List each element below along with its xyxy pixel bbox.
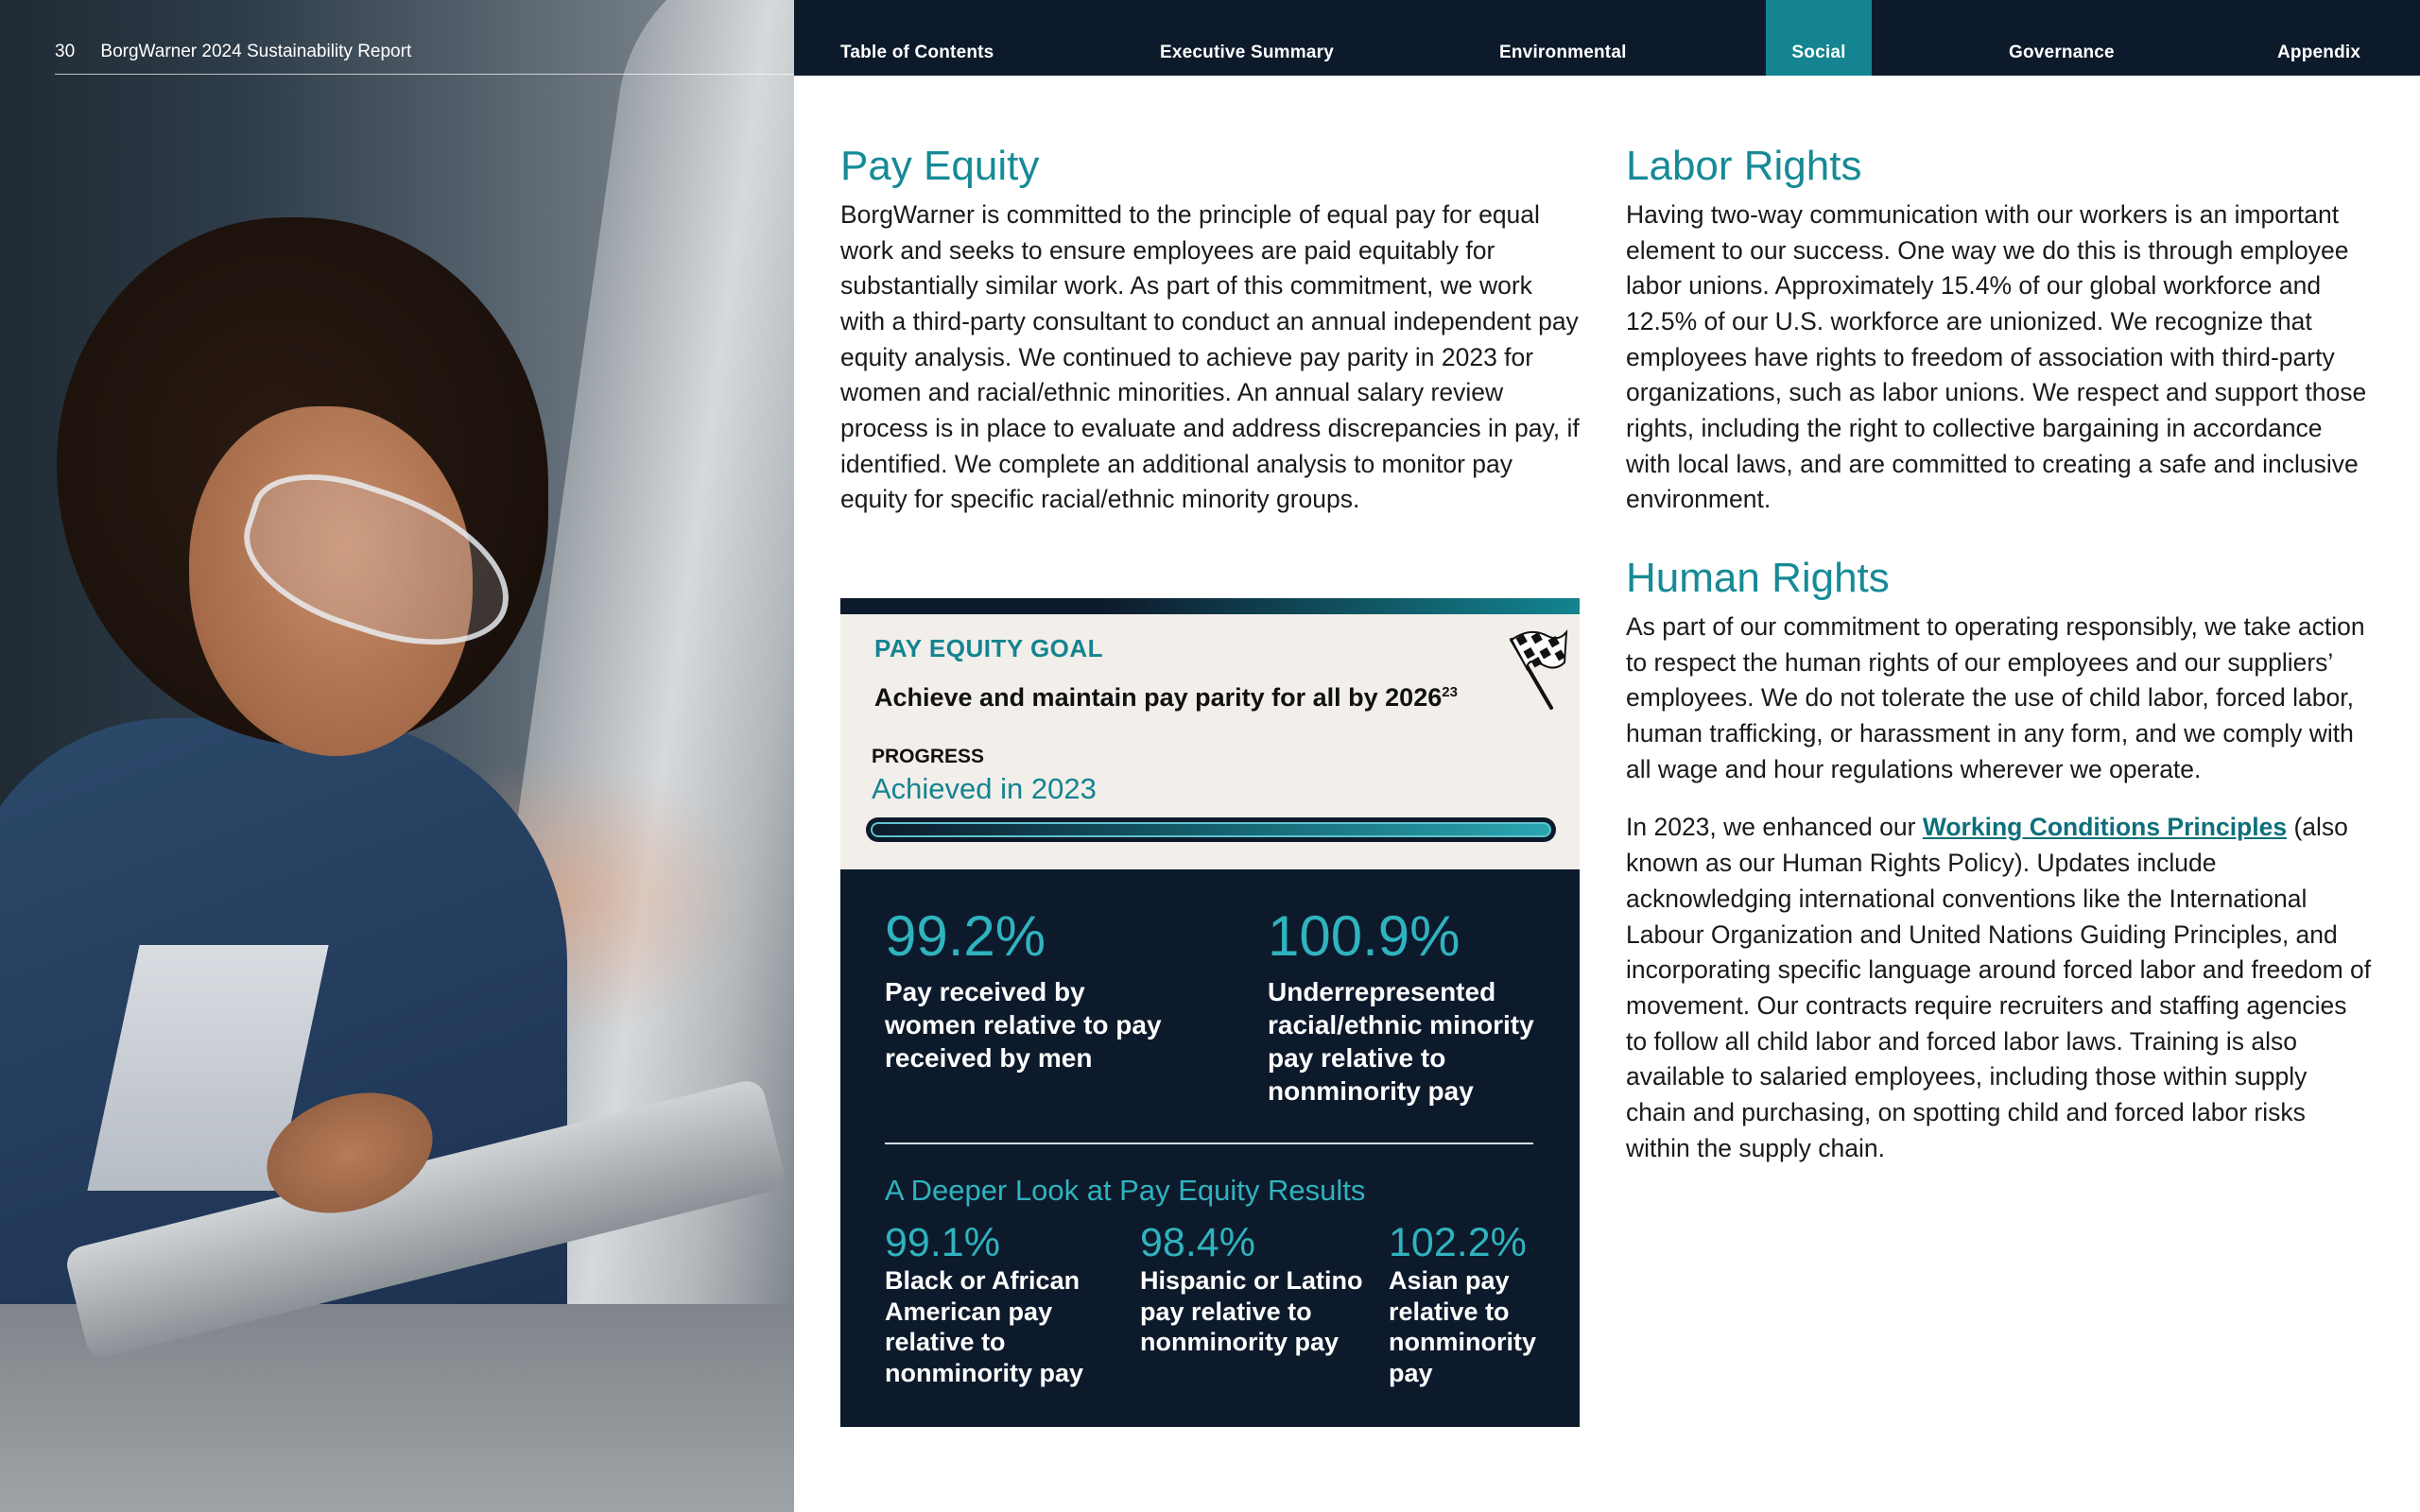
stat-description: Underrepresented racial/ethnic minority pay relative to nonminority pay [1268,977,1534,1106]
stat-description: Black or African American pay relative to nonminority pay [885,1266,1084,1387]
progress-value: Achieved in 2023 [872,772,1097,805]
stat-value: 100.9% [1268,904,1461,968]
stat-value: 99.1% [885,1220,1000,1265]
stat-asian [1389,1221,1554,1388]
stat-description: Pay received by women relative to pay received by men [885,977,1162,1073]
nav-environmental[interactable]: Environmental [1499,43,1627,62]
hero-photo [0,0,794,1512]
top-navigation [794,0,2420,76]
running-head [55,42,411,62]
pay-equity-goal-box [840,598,1580,869]
nav-executive-summary[interactable]: Executive Summary [1160,43,1334,62]
goal-title: PAY EQUITY GOAL [874,634,1104,662]
stat-description: Hispanic or Latino pay relative to nonminority pay [1140,1266,1363,1357]
nav-social[interactable]: Social [1766,0,1872,76]
labor-rights-body: Having two-way communication with our workers is an important element to our success. One way we do this is through employee labor unions. Approximately 15.4% of our global workforce and 12.5% of our U.S. workforce are unionized. We recognize that employees have rights to freedom of association with third-party organizations, such as labor unions. We respect and support those rights, including the right to collective bargaining in accordance with local laws, and are committed to creating a safe and inclusive environment. [1626,199,2367,514]
report-title: BorgWarner 2024 Sustainability Report [100,42,412,61]
working-conditions-principles-link[interactable]: Working Conditions Principles [1922,813,2288,842]
deeper-look-title: A Deeper Look at Pay Equity Results [885,1174,1366,1207]
pay-equity-body: BorgWarner is committed to the principle of equal pay for equal work and seeks to ensure employees are paid equitably for substantially similar work. As part of this commitment, we work with a third-party consultant to conduct an annual independent pay equity analysis. We continued to achieve pay parity in 2023 for women and racial/ethnic minorities. An annual salary review process is in place to evaluate and address discrepancies in pay, if identified. We complete an additional analysis to monitor pay equity for specific racial/ethnic minority groups. [840,199,1580,514]
stat-women-pay [885,905,1168,1074]
stats-divider [885,1143,1533,1144]
nav-table-of-contents[interactable]: Table of Contents [840,43,994,62]
running-head-divider [55,74,794,75]
stat-value: 102.2% [1389,1220,1527,1265]
progress-bar [866,817,1556,842]
human-rights-body-1: As part of our commitment to operating responsibly, we take action to respect the human rights of our employees and our suppliers’ employees. We do not tolerate the use of child labor, forced labor, human trafficking, or harassment in any form, and we comply with all wage and hour regulations wherever we operate. [1626,611,2365,783]
page-number: 30 [55,42,76,61]
progress-label: PROGRESS [872,746,985,767]
nav-appendix[interactable]: Appendix [2277,43,2361,62]
pay-equity-heading: Pay Equity [840,143,1040,189]
stat-description: Asian pay relative to nonminority pay [1389,1266,1536,1387]
stat-value: 98.4% [1140,1220,1255,1265]
human-rights-body-2: In 2023, we enhanced our Working Conditions Principles (also known as our Human Rights Policy). Updates include acknowledging international conventions like the International Labour Organization and United Nations Guiding Principles, and incorporating specific language around forced labor and freedom of movement. Our contracts require recruiters and staffing agencies to follow all child labor and forced labor laws. Training is also available to salaried employees, including those within supply chain and purchasing, on spotting child and forced labor risks within the supply chain. [1626,813,2372,1162]
pay-equity-stats-box [840,869,1580,1427]
goal-footnote: 23 [1442,684,1458,700]
labor-rights-heading: Labor Rights [1626,143,1862,189]
stat-value: 99.2% [885,904,1046,968]
human-rights-heading: Human Rights [1626,555,1890,602]
goal-box-top-bar [840,598,1580,614]
pay-equity-section [840,142,1580,518]
stat-hispanic-latino [1140,1221,1367,1358]
goal-text: Achieve and maintain pay parity for all by 2026$^{23}$ [874,683,1458,712]
checkered-flag-icon [1502,625,1568,712]
rights-section [1626,142,2373,1166]
nav-governance[interactable]: Governance [2009,43,2115,62]
stat-black-african-american [885,1221,1112,1388]
progress-bar-fill [871,822,1551,837]
stat-minority-pay [1268,905,1561,1108]
